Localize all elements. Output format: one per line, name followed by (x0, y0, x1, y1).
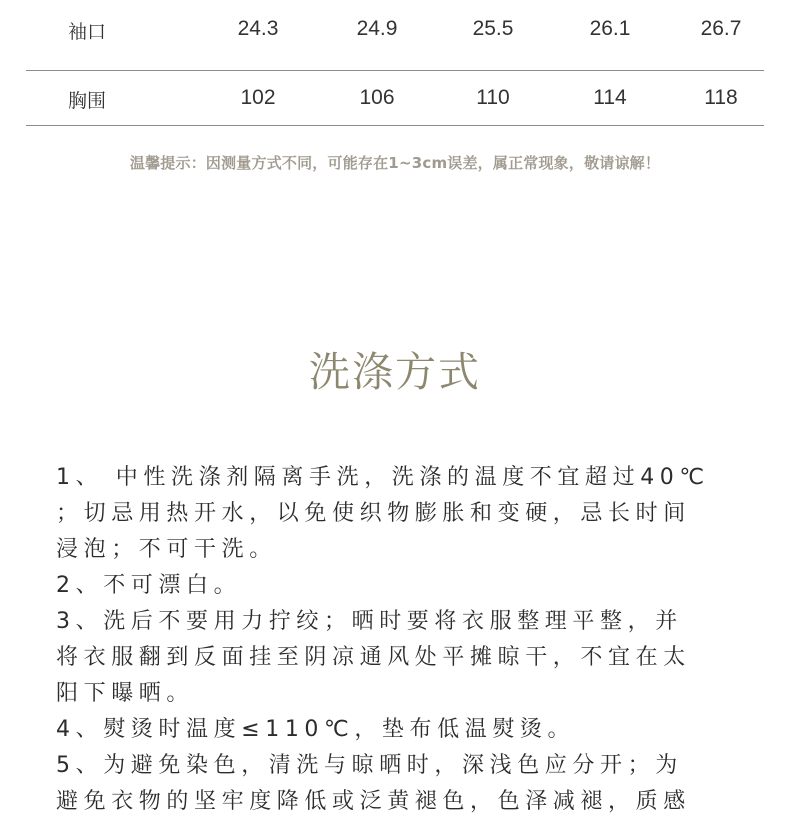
section-title: 洗涤方式 (309, 348, 481, 396)
size-row-cuff (26, 17, 764, 72)
care-line: ；切忌用热开水，以免使织物膨胀和变硬，忌长时间 (56, 501, 691, 526)
size-value: 24.3 (237, 17, 279, 40)
size-value: 24.9 (356, 17, 398, 40)
table-bottom-rule (26, 125, 764, 126)
care-instructions (56, 460, 736, 820)
care-line: 5、为避免染色，清洗与晾晒时，深浅色应分开；为 (56, 753, 683, 778)
care-line: 阳下曝晒。 (56, 681, 195, 706)
size-value: 102 (240, 86, 276, 109)
row-label: 袖口 (68, 21, 107, 43)
care-line: 1、 中性洗涤剂隔离手洗，洗涤的温度不宜超过40℃ (56, 465, 710, 490)
care-line: 将衣服翻到反面挂至阴凉通风处平摊晾干，不宜在太 (56, 645, 691, 670)
size-row-chest (26, 86, 764, 141)
care-line: 浸泡；不可干洗。 (56, 537, 277, 562)
size-value: 26.1 (589, 17, 631, 40)
size-value: 118 (704, 86, 738, 109)
size-table (26, 0, 764, 110)
row-label: 胸围 (68, 90, 107, 112)
care-line: 4、熨烫时温度≤110℃，垫布低温熨烫。 (56, 717, 576, 742)
care-line: 2、不可漂白。 (56, 573, 242, 598)
size-value: 25.5 (472, 17, 514, 40)
care-line: 避免衣物的坚牢度降低或泛黄褪色，色泽减褪，质感 (56, 789, 691, 814)
size-value: 106 (359, 86, 395, 109)
size-value: 114 (593, 86, 627, 109)
size-value: 110 (476, 86, 510, 109)
measurement-tip: 温馨提示：因测量方式不同，可能存在1~3cm误差，属正常现象，敬请谅解！ (129, 154, 661, 172)
row-divider (26, 70, 764, 71)
care-line: 3、洗后不要用力拧绞；晒时要将衣服整理平整，并 (56, 609, 683, 634)
size-value: 26.7 (700, 17, 742, 40)
